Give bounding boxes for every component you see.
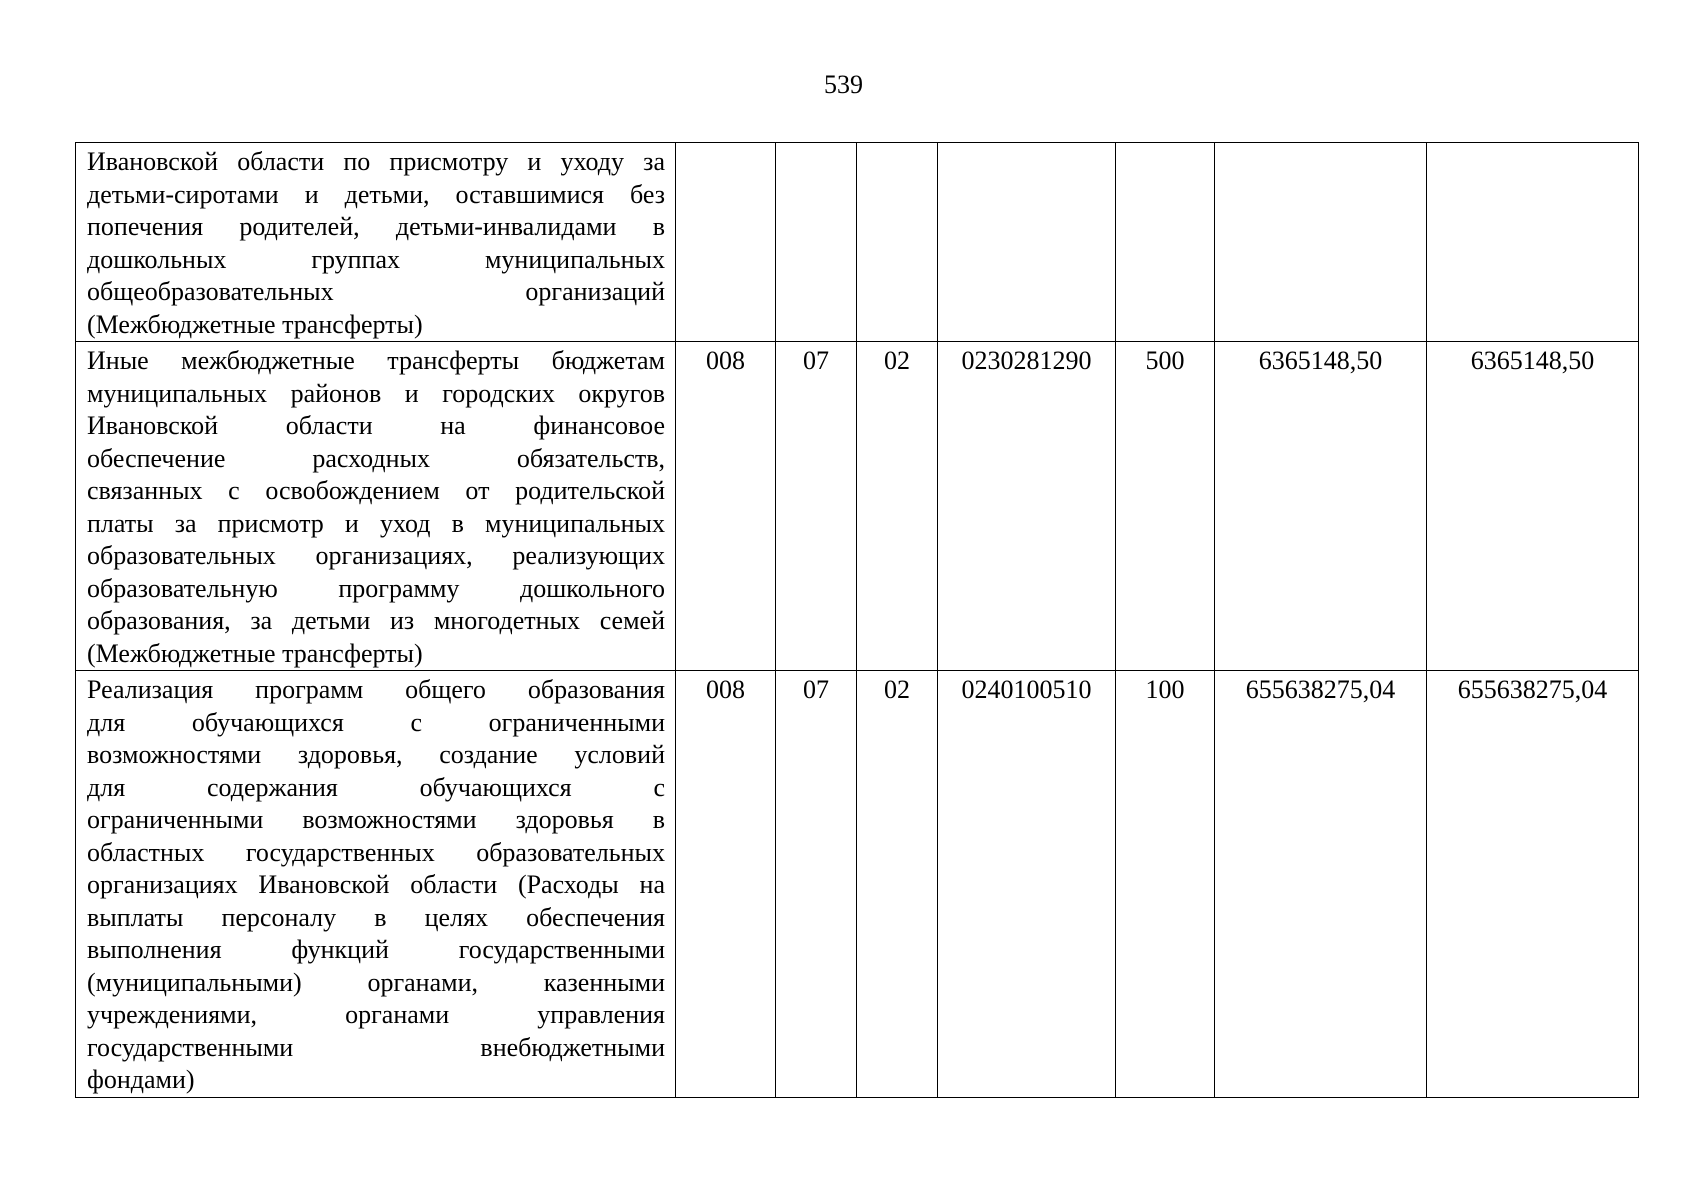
description-line: связанных с освобождением от родительской: [87, 476, 665, 505]
description-line: ограниченными возможностями здоровья в: [87, 805, 665, 834]
description-line: платы за присмотр и уход в муниципальных: [87, 508, 665, 538]
amount-year-1: 655638275,04: [1215, 671, 1427, 1098]
description-line: организациях Ивановской области (Расходы на: [87, 870, 665, 899]
description-line: попечения родителей, детьми-инвалидами в: [87, 212, 665, 241]
expense-type-code: 100: [1116, 671, 1215, 1098]
description-line: Реализация программ общего образования: [87, 675, 665, 704]
subsection-code: 02: [857, 342, 938, 671]
row-description: [76, 342, 676, 671]
table-row: [76, 143, 1639, 342]
amount-year-1: [1215, 143, 1427, 342]
description-line: образования, за детьми из многодетных семей: [87, 606, 665, 635]
target-article-code: 0230281290: [938, 342, 1116, 671]
description-line: выплаты персоналу в целях обеспечения: [87, 902, 665, 932]
subsection-code: 02: [857, 671, 938, 1098]
row-description: [76, 143, 676, 342]
description-line: возможностями здоровья, создание условий: [87, 740, 665, 769]
target-article-code: 0240100510: [938, 671, 1116, 1098]
description-line: для обучающихся с ограниченными: [87, 707, 665, 737]
description-line: обеспечение расходных обязательств,: [87, 443, 665, 473]
table-row: [76, 342, 1639, 671]
amount-year-2: [1427, 143, 1639, 342]
description-line: дошкольных группах муниципальных: [87, 244, 665, 274]
target-article-code: [938, 143, 1116, 342]
description-line: (Межбюджетные трансферты): [87, 309, 423, 339]
section-code: 07: [776, 342, 857, 671]
ministry-code: 008: [676, 342, 776, 671]
subsection-code: [857, 143, 938, 342]
description-line: образовательных организациях, реализующих: [87, 541, 665, 570]
description-line: (муниципальными) органами, казенными: [87, 967, 665, 997]
description-line: областных государственных образовательных: [87, 837, 665, 867]
description-line: фондами): [87, 1065, 195, 1094]
description-line: образовательную программу дошкольного: [87, 573, 665, 603]
description-line: выполнения функций государственными: [87, 935, 665, 964]
section-code: 07: [776, 671, 857, 1098]
amount-year-1: 6365148,50: [1215, 342, 1427, 671]
section-code: [776, 143, 857, 342]
page-number: 539: [824, 70, 863, 99]
description-line: Ивановской области на финансовое: [87, 411, 665, 440]
budget-table: [75, 142, 1639, 1098]
expense-type-code: [1116, 143, 1215, 342]
description-line: Иные межбюджетные трансферты бюджетам: [87, 346, 665, 375]
description-line: (Межбюджетные трансферты): [87, 638, 423, 668]
description-line: детьми-сиротами и детьми, оставшимися без: [87, 179, 665, 209]
description-line: учреждениями, органами управления: [87, 1000, 665, 1029]
table-row: [76, 671, 1639, 1098]
description-line: Ивановской области по присмотру и уходу за: [87, 147, 665, 176]
row-description: [76, 671, 676, 1098]
amount-year-2: 6365148,50: [1427, 342, 1639, 671]
description-line: муниципальных районов и городских округов: [87, 378, 665, 408]
expense-type-code: 500: [1116, 342, 1215, 671]
ministry-code: [676, 143, 776, 342]
description-line: для содержания обучающихся с: [87, 772, 665, 802]
description-line: общеобразовательных организаций: [87, 277, 665, 306]
amount-year-2: 655638275,04: [1427, 671, 1639, 1098]
ministry-code: 008: [676, 671, 776, 1098]
description-line: государственными внебюджетными: [87, 1032, 665, 1062]
